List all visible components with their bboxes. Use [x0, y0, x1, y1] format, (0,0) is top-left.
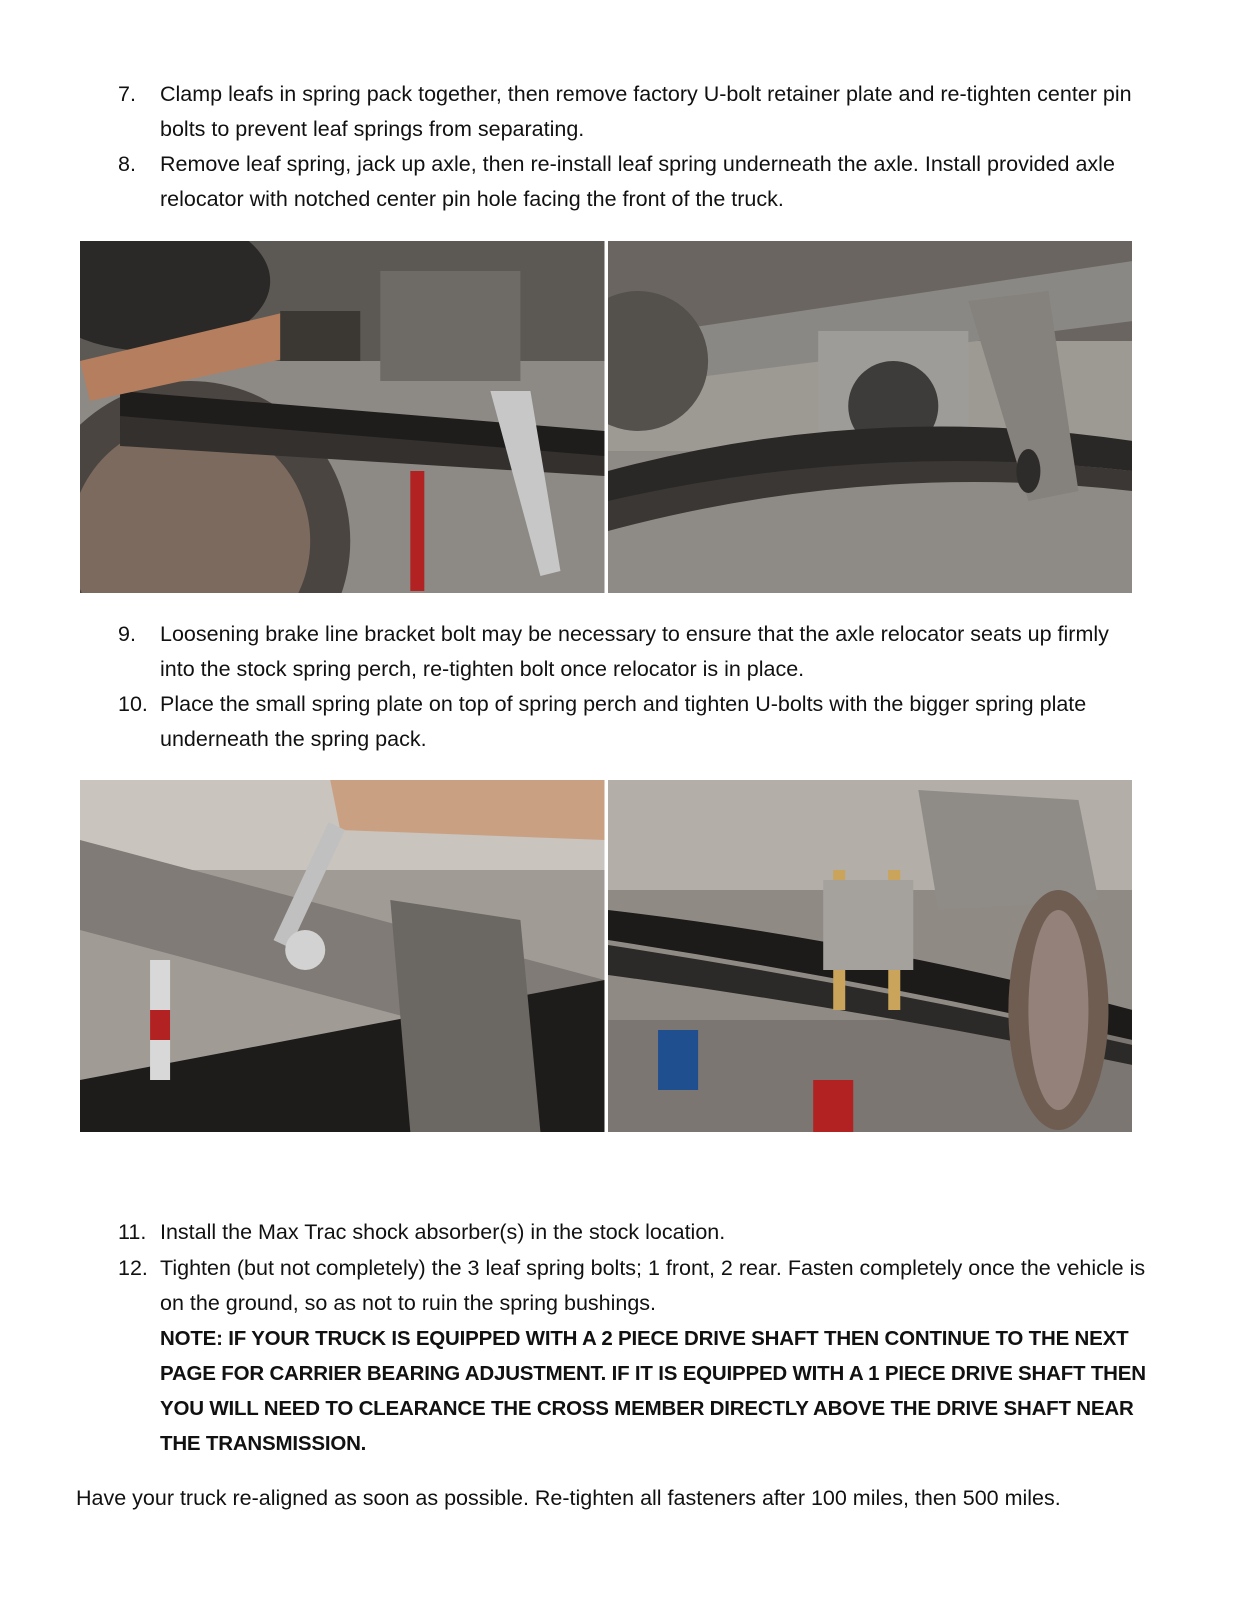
step-10	[118, 687, 1148, 757]
photo-brake-line-bracket	[80, 780, 605, 1132]
step-number: 11.	[118, 1220, 147, 1244]
step-text: Loosening brake line bracket bolt may be necessary to ensure that the axle relocator seats up firmly into the stock spring perch, re-tighten bolt once relocator is in place.	[160, 622, 1109, 681]
photo-row-1	[80, 241, 1132, 593]
step-12	[118, 1251, 1148, 1461]
step-text: Remove leaf spring, jack up axle, then re-install leaf spring underneath the axle. Install provided axle relocator with notched center pin hole facing the front of the truck.	[160, 152, 1115, 211]
step-9	[118, 617, 1148, 687]
photo-axle-relocator	[608, 241, 1133, 593]
step-number: 12.	[118, 1256, 148, 1280]
step-8	[118, 147, 1148, 217]
step-7	[118, 77, 1148, 147]
step-number: 8.	[118, 152, 136, 176]
step-text: Install the Max Trac shock absorber(s) in the stock location.	[160, 1220, 726, 1244]
drive-shaft-note: NOTE: IF YOUR TRUCK IS EQUIPPED WITH A 2 PIECE DRIVE SHAFT THEN CONTINUE TO THE NEXT PAGE FOR CARRIER BEARING ADJUSTMENT. IF IT IS EQUIPPED WITH A 1 PIECE DRIVE SHAFT THEN YOU WILL NEED TO CLEARANCE THE CROSS MEMBER DIRECTLY ABOVE THE DRIVE SHAFT NEAR THE TRANSMISSION.	[160, 1327, 1146, 1455]
step-number: 10.	[118, 692, 148, 716]
step-text: Tighten (but not completely) the 3 leaf spring bolts; 1 front, 2 rear. Fasten completely once the vehicle is on the ground, so as not to ruin the spring bushings.	[160, 1256, 1146, 1315]
step-text: Place the small spring plate on top of spring perch and tighten U-bolts with the bigger spring plate underneath the spring pack.	[160, 692, 1087, 751]
step-number: 9.	[118, 622, 136, 646]
footer-instruction: Have your truck re-aligned as soon as possible. Re-tighten all fasteners after 100 miles, then 500 miles.	[76, 1486, 1061, 1510]
step-text: Clamp leafs in spring pack together, then remove factory U-bolt retainer plate and re-tighten center pin bolts to prevent leaf springs from separating.	[160, 82, 1132, 141]
photo-u-bolts-spring-plate	[608, 780, 1133, 1132]
step-number: 7.	[118, 82, 136, 106]
photo-row-2	[80, 780, 1132, 1132]
step-11	[118, 1215, 1148, 1250]
photo-clamping-leaf-springs	[80, 241, 605, 593]
